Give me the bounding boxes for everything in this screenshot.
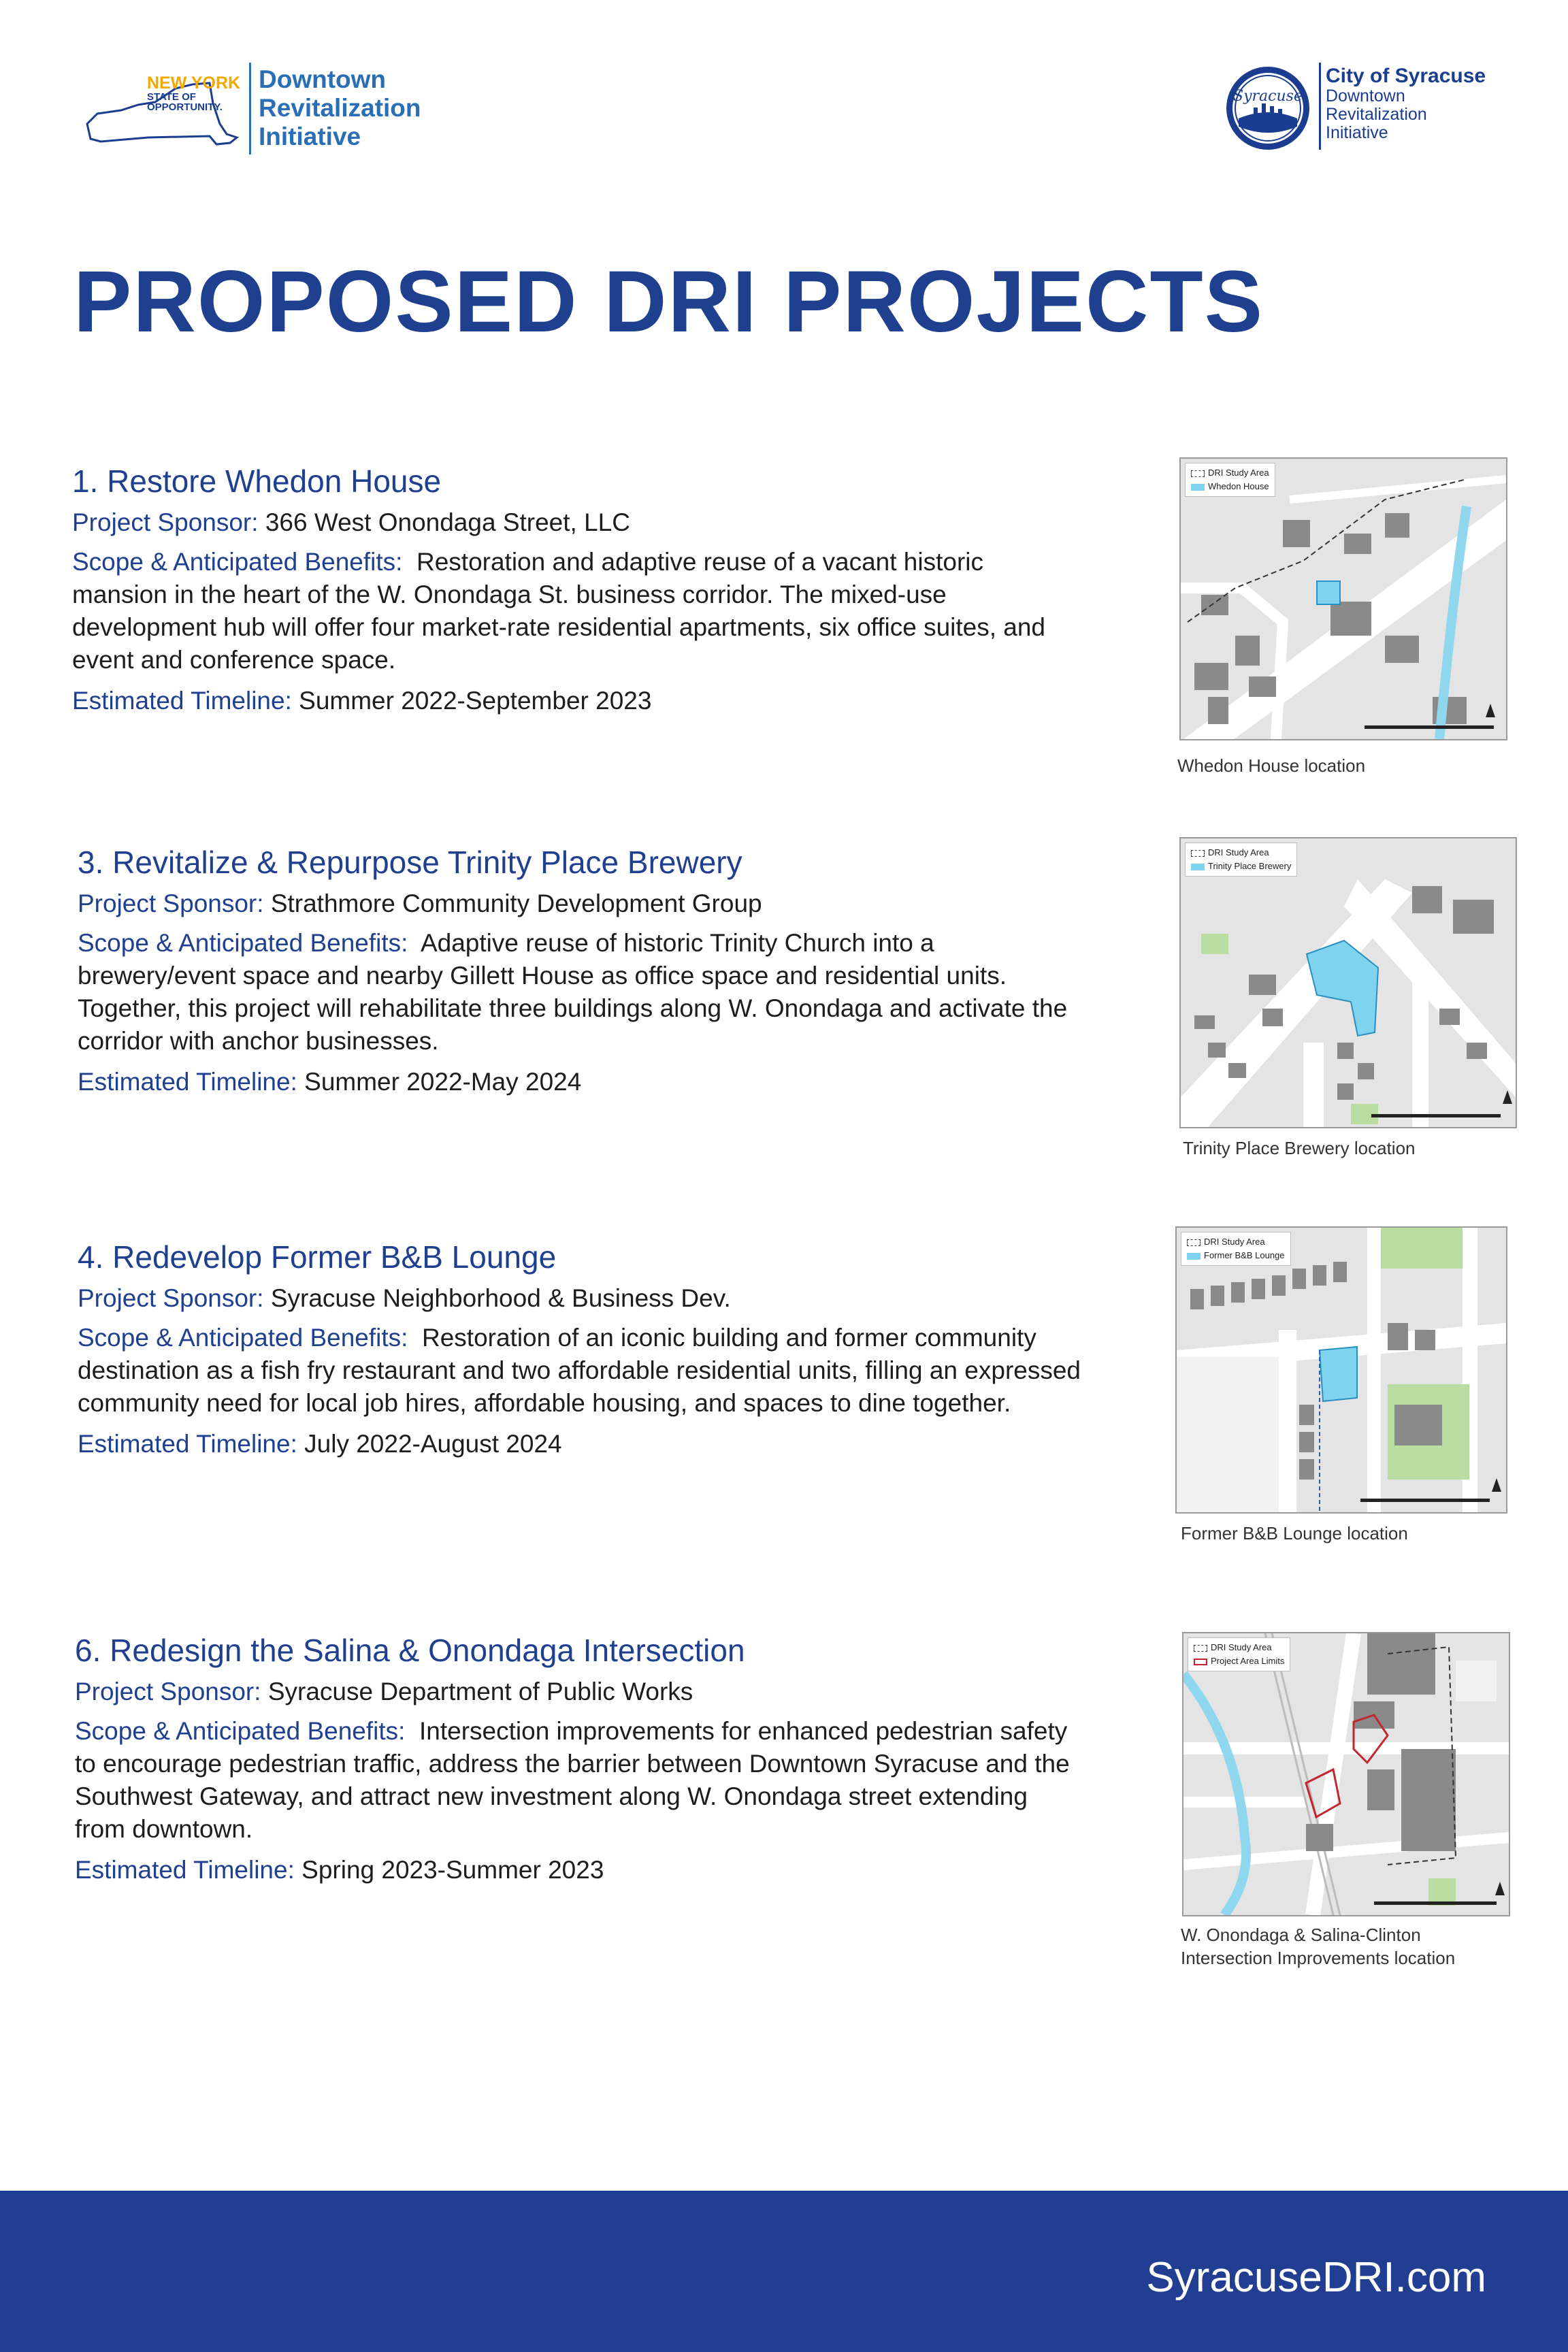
- program-line-1: Downtown: [1326, 86, 1405, 106]
- map-caption-line-2: Intersection Improvements location: [1181, 1948, 1456, 1968]
- timeline-value: Summer 2022-September 2023: [299, 687, 652, 715]
- project-6: [75, 1632, 1082, 1886]
- program-line-3: Initiative: [1326, 123, 1388, 143]
- map-caption-line-1: W. Onondaga & Salina-Clinton: [1181, 1925, 1421, 1945]
- project-timeline: [78, 1428, 1085, 1460]
- project-sponsor: [75, 1676, 1082, 1708]
- map-caption: Former B&B Lounge location: [1181, 1523, 1408, 1544]
- project-heading: 1. Restore Whedon House: [72, 463, 442, 499]
- page-title: PROPOSED DRI PROJECTS: [74, 253, 1264, 350]
- program-line-3: Initiative: [259, 122, 361, 151]
- scope-label: Scope & Anticipated Benefits:: [72, 548, 403, 576]
- scope-value: Restoration of an iconic building and former community destination as a fish fry restaurant and two affordable residential units, filling an expressed community need for local job hires, affordable housing, and spaces to dine together.: [78, 1324, 1081, 1417]
- map-graphic: [1177, 1228, 1506, 1512]
- program-line-1: Downtown: [259, 65, 387, 93]
- sponsor-value: Syracuse Department of Public Works: [267, 1678, 693, 1705]
- program-line-2: Revitalization: [1326, 105, 1427, 125]
- legend-project: [1194, 1654, 1284, 1668]
- footer-bar: [0, 2191, 1568, 2352]
- map-legend: [1188, 1637, 1290, 1671]
- timeline-label: Estimated Timeline:: [72, 687, 292, 715]
- scope-value: Intersection improvements for enhanced pedestrian safety to encourage pedestrian traffic, address the barrier between Downtown Syracuse and the Southwest Gateway, and attract new investment along W. Onondaga street extending from downtown.: [75, 1717, 1070, 1843]
- scope-label: Scope & Anticipated Benefits:: [78, 929, 408, 957]
- map-graphic: [1181, 838, 1516, 1127]
- legend-study-area-label: DRI Study Area: [1208, 468, 1269, 478]
- legend-project-label: Whedon House: [1208, 481, 1269, 491]
- city-name: City of Syracuse: [1326, 65, 1486, 87]
- sponsor-label: Project Sponsor:: [78, 889, 264, 917]
- whedon-house-map: [1179, 457, 1507, 740]
- legend-study-area-label: DRI Study Area: [1204, 1237, 1265, 1247]
- map-caption: [1181, 1923, 1455, 1970]
- project-scope: [75, 1715, 1082, 1846]
- legend-study-area: [1187, 1235, 1285, 1249]
- former-bb-lounge-map: [1175, 1226, 1507, 1514]
- timeline-value: Summer 2022-May 2024: [304, 1068, 582, 1096]
- scope-value: Adaptive reuse of historic Trinity Church into a brewery/event space and nearby Gillett House as office space and residential units. Together, this project will rehabilitate three buildings along W. Onondaga and activate the corridor with anchor businesses.: [78, 929, 1068, 1055]
- map-legend: [1181, 1232, 1291, 1266]
- footer-website-link[interactable]: SyracuseDRI.com: [1146, 2254, 1486, 2301]
- map-legend: [1185, 843, 1297, 877]
- project-timeline: [78, 1066, 1085, 1098]
- timeline-label: Estimated Timeline:: [75, 1856, 295, 1884]
- syracuse-seal-icon: [1224, 64, 1312, 152]
- legend-study-area: [1191, 466, 1269, 480]
- project-4: [78, 1239, 1085, 1460]
- project-scope: [72, 546, 1079, 676]
- salina-onondaga-intersection-map: [1182, 1632, 1510, 1916]
- timeline-label: Estimated Timeline:: [78, 1068, 297, 1096]
- sponsor-value: 366 West Onondaga Street, LLC: [265, 508, 630, 536]
- nys-dri-logo: [74, 63, 455, 165]
- timeline-value: July 2022-August 2024: [304, 1430, 562, 1458]
- project-1: [72, 463, 1079, 717]
- project-3: [78, 844, 1085, 1098]
- project-heading: 4. Redevelop Former B&B Lounge: [78, 1239, 557, 1275]
- logo-divider: [249, 63, 251, 154]
- project-sponsor: [78, 1282, 1085, 1315]
- program-line-2: Revitalization: [259, 94, 421, 122]
- timeline-label: Estimated Timeline:: [78, 1430, 297, 1458]
- legend-project: [1191, 860, 1291, 873]
- map-caption: Whedon House location: [1177, 755, 1366, 776]
- legend-project-label: Former B&B Lounge: [1204, 1250, 1285, 1260]
- legend-study-area: [1191, 846, 1291, 860]
- project-scope: [78, 927, 1085, 1058]
- sponsor-label: Project Sponsor:: [75, 1678, 261, 1705]
- project-sponsor: [72, 506, 1079, 539]
- sponsor-label: Project Sponsor:: [72, 508, 259, 536]
- logo-divider: [1319, 63, 1321, 150]
- legend-study-area-label: DRI Study Area: [1211, 1642, 1272, 1652]
- map-caption: Trinity Place Brewery location: [1183, 1138, 1416, 1158]
- nys-tagline-line3: OPPORTUNITY.: [147, 101, 223, 113]
- legend-project-label: Project Area Limits: [1211, 1656, 1285, 1666]
- legend-study-area-label: DRI Study Area: [1208, 847, 1269, 858]
- legend-study-area: [1194, 1641, 1284, 1654]
- project-timeline: [75, 1854, 1082, 1886]
- legend-project: [1191, 480, 1269, 493]
- legend-project: [1187, 1249, 1285, 1262]
- nys-program-name: [259, 65, 421, 152]
- project-timeline: [72, 685, 1079, 717]
- scope-label: Scope & Anticipated Benefits:: [75, 1717, 406, 1745]
- project-scope: [78, 1322, 1085, 1420]
- seal-wordmark: Syracuse: [1233, 88, 1303, 105]
- sponsor-label: Project Sponsor:: [78, 1284, 264, 1312]
- map-legend: [1185, 463, 1275, 497]
- project-heading: 3. Revitalize & Repurpose Trinity Place Brewery: [78, 845, 742, 880]
- syracuse-dri-text: [1326, 65, 1486, 142]
- scope-value: Restoration and adaptive reuse of a vacant historic mansion in the heart of the W. Onondaga St. business corridor. The mixed-use development hub will offer four market-rate residential apartments, six office suites, and event and conference space.: [72, 548, 1046, 674]
- sponsor-value: Syracuse Neighborhood & Business Dev.: [270, 1284, 731, 1312]
- timeline-value: Spring 2023-Summer 2023: [301, 1856, 604, 1884]
- legend-project-label: Trinity Place Brewery: [1208, 861, 1292, 871]
- city-of-syracuse-logo: [1224, 63, 1516, 158]
- map-graphic: [1181, 459, 1506, 739]
- project-sponsor: [78, 887, 1085, 920]
- sponsor-value: Strathmore Community Development Group: [270, 889, 762, 917]
- project-heading: 6. Redesign the Salina & Onondaga Intersection: [75, 1633, 745, 1668]
- scope-label: Scope & Anticipated Benefits:: [78, 1324, 408, 1352]
- nys-state-name: NEW YORK: [147, 74, 241, 93]
- trinity-place-brewery-map: [1179, 837, 1517, 1128]
- map-graphic: [1183, 1633, 1509, 1915]
- nys-tagline-line2: STATE OF: [147, 91, 196, 103]
